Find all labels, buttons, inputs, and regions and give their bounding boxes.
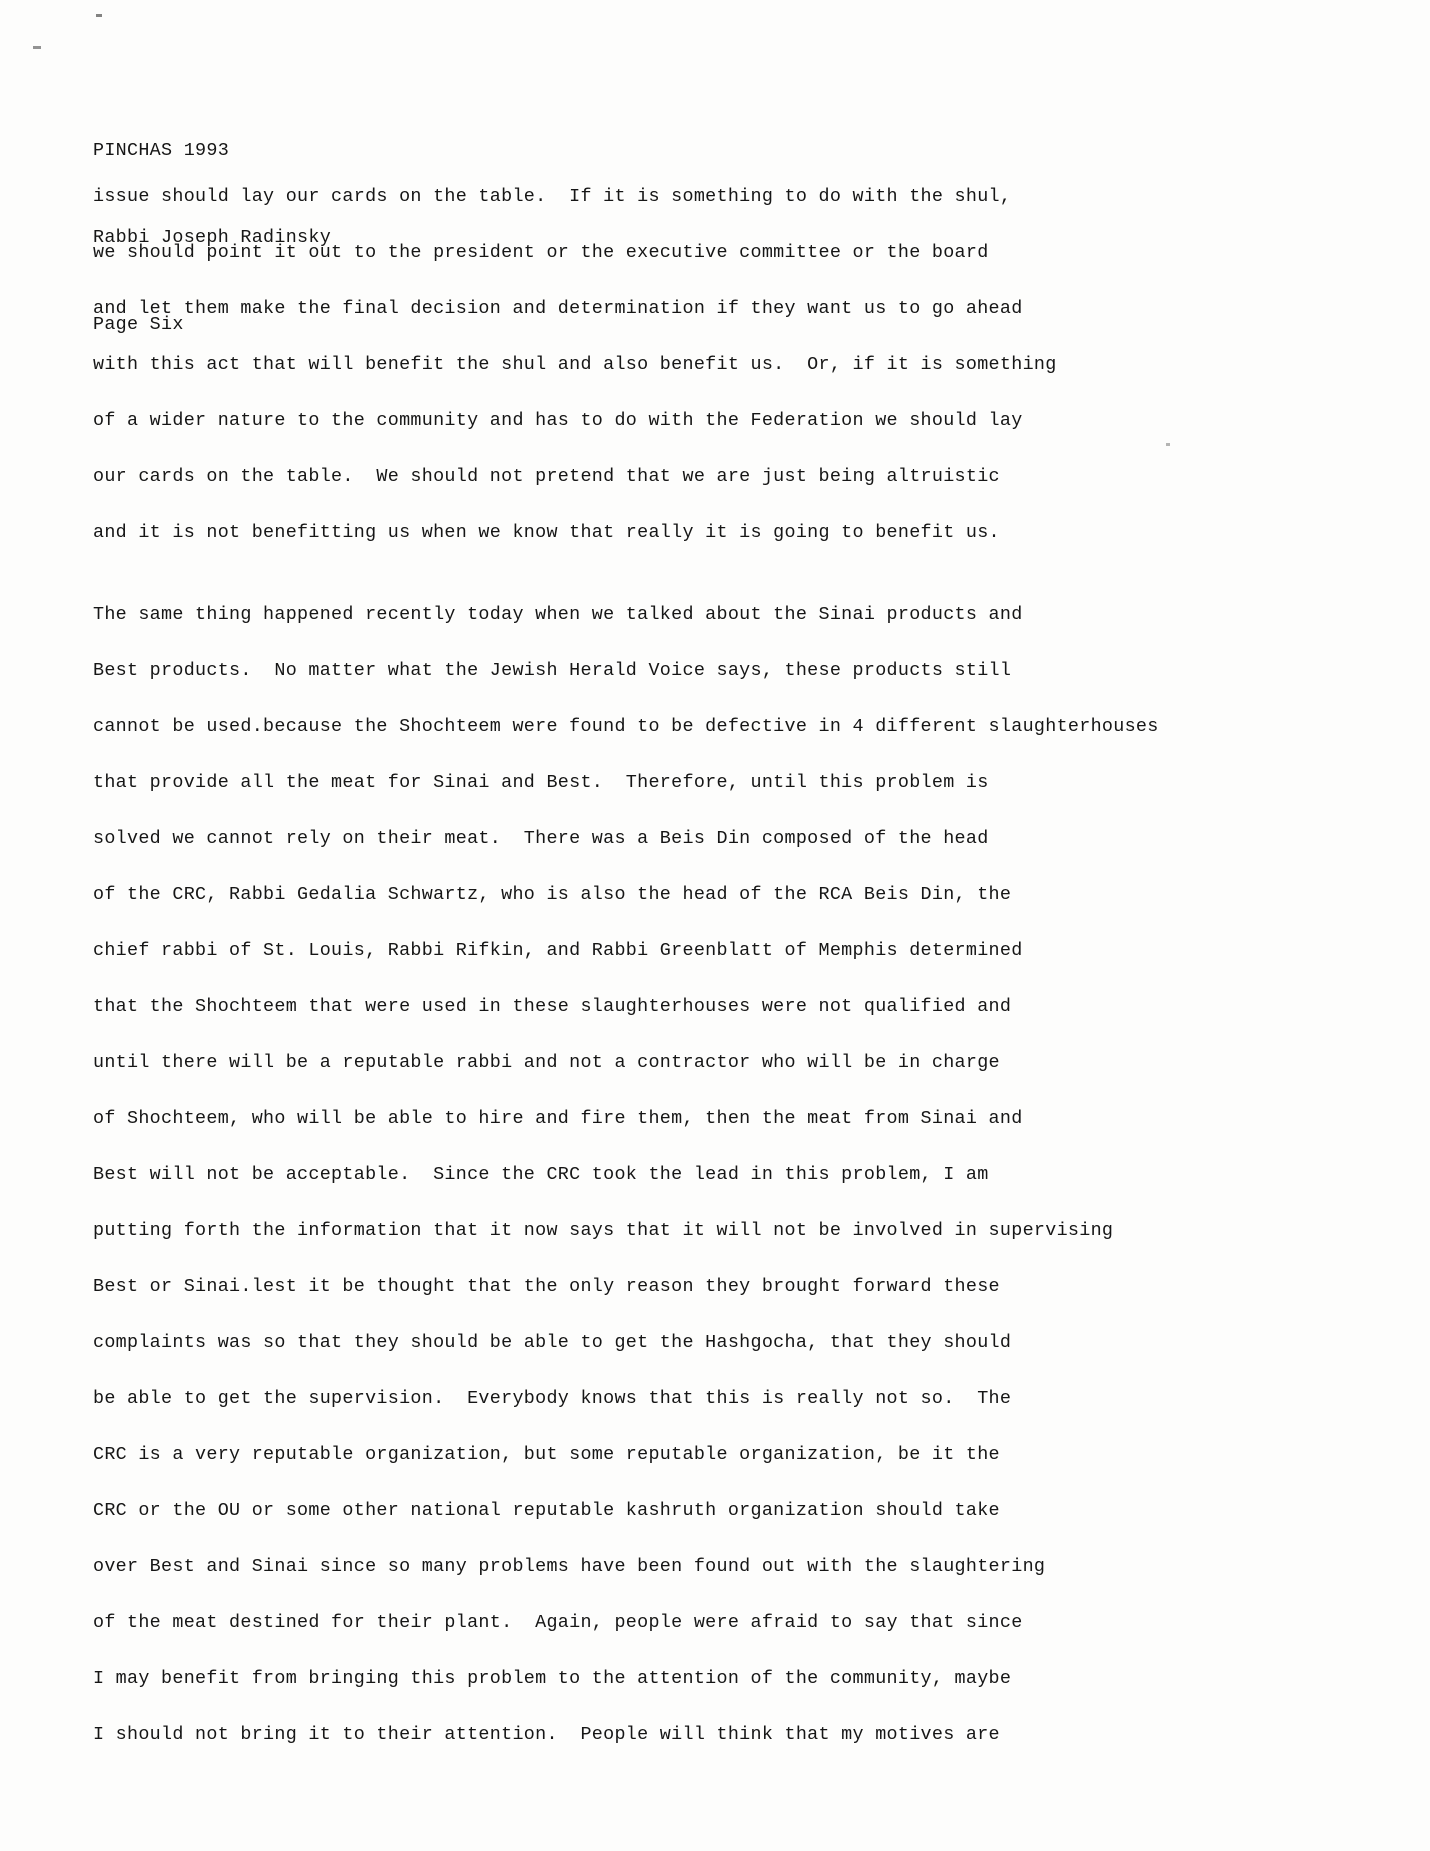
text-line: that the Shochteem that were used in these slaughterhouses were not qualified and	[93, 996, 1012, 1017]
text-line: Best products. No matter what the Jewish Herald Voice says, these products still	[93, 660, 1012, 681]
scan-artifact	[96, 14, 102, 17]
text-line: of Shochteem, who will be able to hire and fire them, then the meat from Sinai and	[93, 1108, 1023, 1129]
text-line: CRC is a very reputable organization, but some reputable organization, be it the	[93, 1444, 1000, 1465]
scan-artifact	[33, 46, 41, 49]
text-line: of the CRC, Rabbi Gedalia Schwartz, who is also the head of the RCA Beis Din, the	[93, 884, 1012, 905]
text-line: chief rabbi of St. Louis, Rabbi Rifkin, and Rabbi Greenblatt of Memphis determined	[93, 940, 1023, 961]
text-line: I should not bring it to their attention. People will think that my motives are	[93, 1724, 1000, 1745]
text-line: I may benefit from bringing this problem to the attention of the community, maybe	[93, 1668, 1012, 1689]
text-line: issue should lay our cards on the table. If it is something to do with the shul,	[93, 186, 1012, 207]
text-line: The same thing happened recently today when we talked about the Sinai products and	[93, 604, 1023, 625]
text-line: our cards on the table. We should not pretend that we are just being altruistic	[93, 466, 1000, 487]
header-title: PINCHAS 1993	[93, 140, 230, 161]
header-page-number: Page Six	[93, 314, 184, 335]
paragraph	[93, 600, 1159, 1776]
text-line: Best or Sinai.lest it be thought that the only reason they brought forward these	[93, 1276, 1000, 1297]
text-line: CRC or the OU or some other national reputable kashruth organization should take	[93, 1500, 1000, 1521]
text-line: with this act that will benefit the shul and also benefit us. Or, if it is something	[93, 354, 1057, 375]
text-line: complaints was so that they should be able to get the Hashgocha, that they should	[93, 1332, 1012, 1353]
text-line: be able to get the supervision. Everybody knows that this is really not so. The	[93, 1388, 1012, 1409]
header-author: Rabbi Joseph Radinsky	[93, 227, 332, 248]
text-line: and let them make the final decision and determination if they want us to go ahead	[93, 298, 1023, 319]
text-line: of the meat destined for their plant. Again, people were afraid to say that since	[93, 1612, 1023, 1633]
text-line: Best will not be acceptable. Since the CRC took the lead in this problem, I am	[93, 1164, 989, 1185]
text-line: solved we cannot rely on their meat. There was a Beis Din composed of the head	[93, 828, 989, 849]
scan-artifact	[1166, 443, 1170, 446]
text-line: putting forth the information that it now says that it will not be involved in supervising	[93, 1220, 1114, 1241]
text-line: cannot be used.because the Shochteem were found to be defective in 4 different slaughterhouses	[93, 716, 1159, 737]
paragraph	[93, 182, 1159, 574]
text-line: until there will be a reputable rabbi and not a contractor who will be in charge	[93, 1052, 1000, 1073]
text-line: of a wider nature to the community and has to do with the Federation we should lay	[93, 410, 1023, 431]
document-body	[93, 182, 1159, 1776]
text-line: over Best and Sinai since so many problems have been found out with the slaughtering	[93, 1556, 1046, 1577]
text-line: and it is not benefitting us when we know that really it is going to benefit us.	[93, 522, 1000, 543]
text-line: we should point it out to the president or the executive committee or the board	[93, 242, 989, 263]
text-line: that provide all the meat for Sinai and Best. Therefore, until this problem is	[93, 772, 989, 793]
